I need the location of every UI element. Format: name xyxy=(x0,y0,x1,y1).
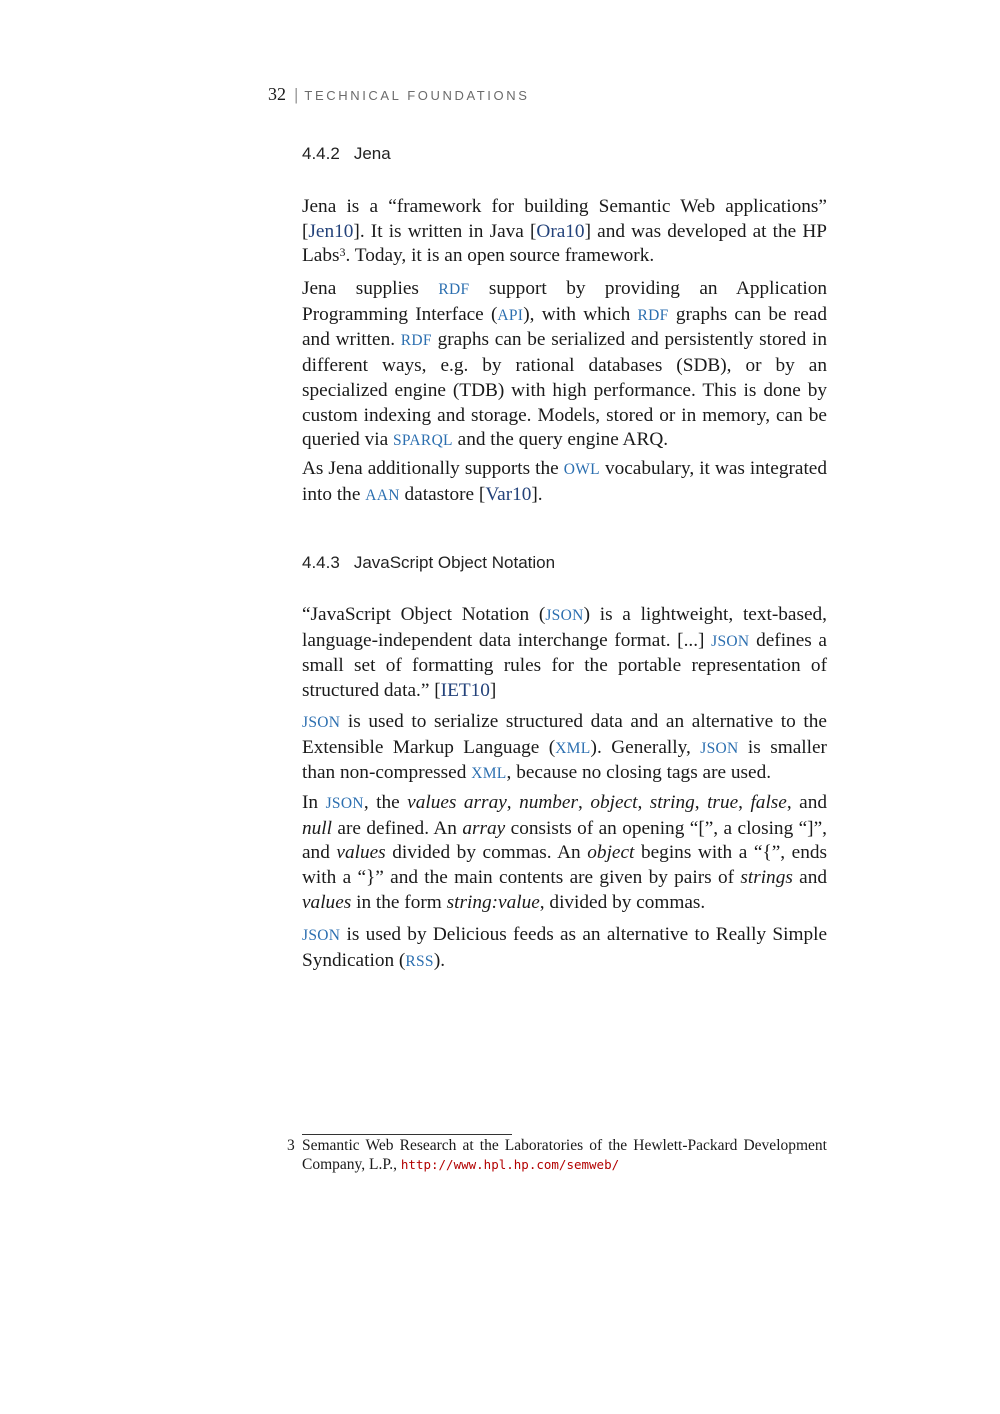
acronym-link[interactable]: XML xyxy=(471,765,507,783)
acronym-link[interactable]: API xyxy=(497,306,524,324)
citation-link[interactable]: IET10 xyxy=(440,680,490,702)
citation-link[interactable]: Jen10 xyxy=(308,220,354,242)
acronym-link[interactable]: SPARQL xyxy=(393,432,453,450)
text: ) is a lightweight, text-based, language-independent data interchange format. [...] xyxy=(302,604,827,651)
text: vocabulary, it was integrated into the xyxy=(302,458,828,505)
text: , because no closing tags are used. xyxy=(506,762,772,784)
text: ]. It is written in Java [ xyxy=(353,220,537,242)
text: ), with which xyxy=(523,303,638,325)
acronym-link[interactable]: JSON xyxy=(700,739,739,757)
text: consists of an opening “[”, a closing “]”, and xyxy=(302,817,827,864)
text: graphs can be serialized and persistently stored in different ways, e.g. by rational databases (SDB), or by an specialized engine (TDB) with high performance. This is done by custom indexing and storage. Models, stored or in memory, can be queried via xyxy=(302,329,827,451)
citation-link[interactable]: Ora10 xyxy=(536,220,585,242)
text: ). xyxy=(433,949,446,971)
paragraph-json-types xyxy=(302,791,827,916)
paragraph-json-definition xyxy=(302,603,827,704)
emphasis: array xyxy=(462,817,506,839)
acronym-link[interactable]: RDF xyxy=(637,306,669,324)
footnote-text xyxy=(302,1136,827,1174)
text: , the xyxy=(363,792,408,813)
paragraph-json-delicious xyxy=(302,923,827,974)
text: ]. xyxy=(531,483,543,505)
section-heading-jena xyxy=(302,144,391,164)
text: and the query engine ARQ. xyxy=(452,429,669,451)
text: ] xyxy=(489,680,497,702)
text: , divided by commas. xyxy=(539,891,706,913)
footnote-mark: 3 xyxy=(287,1137,295,1154)
acronym-link[interactable]: XML xyxy=(555,739,591,757)
paragraph-jena-owl xyxy=(302,457,827,508)
text: Jena supplies xyxy=(302,278,439,299)
acronym-link[interactable]: JSON xyxy=(325,795,364,812)
acronym-link[interactable]: JSON xyxy=(711,632,750,650)
paragraph-jena-intro xyxy=(302,195,827,269)
text: In xyxy=(302,792,326,813)
acronym-link[interactable]: AAN xyxy=(365,486,400,504)
emphasis: values xyxy=(302,891,352,913)
emphasis: false xyxy=(750,792,787,813)
text: . Today, it is an open source framework. xyxy=(345,245,655,267)
section-heading-json xyxy=(302,553,555,573)
section-number: 4.4.2 xyxy=(302,144,340,163)
text: Semantic Web Research at the Laboratories of the Hewlett-Packard Development Company, L.P., xyxy=(302,1137,827,1173)
emphasis: null xyxy=(302,817,332,839)
acronym-link[interactable]: JSON xyxy=(302,927,341,944)
text: is smaller than non-compressed xyxy=(302,736,827,784)
text: in the form xyxy=(351,891,447,913)
acronym-link[interactable]: RDF xyxy=(400,332,432,350)
text: Jena is a “framework for building Semantic Web applications” [ xyxy=(302,196,827,242)
section-title: JavaScript Object Notation xyxy=(353,553,556,572)
section-title: Jena xyxy=(353,144,391,163)
text: graphs can be read and written. xyxy=(302,303,827,351)
section-number: 4.4.3 xyxy=(302,553,340,572)
emphasis: object xyxy=(590,792,638,813)
header-separator: | xyxy=(294,85,299,104)
footnote xyxy=(287,1136,827,1174)
text: “JavaScript Object Notation ( xyxy=(302,604,546,625)
paragraph-jena-rdf xyxy=(302,277,827,454)
text: is used by Delicious feeds as an alternative to Really Simple Syndication ( xyxy=(302,924,827,971)
paragraph-json-usage xyxy=(302,710,827,787)
emphasis: values xyxy=(336,842,386,864)
emphasis: true xyxy=(707,792,739,813)
text: defines a small set of formatting rules for the portable representation of structured data.” [ xyxy=(302,629,827,702)
text: and xyxy=(792,867,827,889)
acronym-link[interactable]: RSS xyxy=(405,952,434,970)
running-header xyxy=(268,84,529,105)
text: As Jena additionally supports the xyxy=(302,458,564,479)
acronym-link[interactable]: JSON xyxy=(302,714,341,731)
footnote-reference[interactable]: 3 xyxy=(339,245,346,260)
emphasis: string:value xyxy=(446,891,540,913)
text: , and xyxy=(786,792,828,813)
emphasis: number xyxy=(519,792,578,813)
text: , xyxy=(506,792,520,813)
text: datastore [ xyxy=(399,483,486,505)
text: ). Generally, xyxy=(590,736,701,758)
text: , xyxy=(637,792,650,813)
acronym-link[interactable]: OWL xyxy=(563,461,600,478)
citation-link[interactable]: Var10 xyxy=(485,483,532,505)
footnote-rule xyxy=(302,1134,512,1135)
emphasis: strings xyxy=(740,867,793,889)
emphasis: object xyxy=(587,842,635,864)
running-head-title: TECHNICAL FOUNDATIONS xyxy=(304,88,530,103)
text: , xyxy=(738,792,751,813)
acronym-link[interactable]: JSON xyxy=(545,607,584,624)
text: is used to serialize structured data and an alternative to the Extensible Markup Language ( xyxy=(302,711,827,758)
text: begins with a “{”, ends with a “}” and the main contents are given by pairs of xyxy=(302,842,828,889)
text: , xyxy=(578,792,591,813)
footnote-url-link[interactable]: http://www.hpl.hp.com/semweb/ xyxy=(400,1157,620,1172)
acronym-link[interactable]: RDF xyxy=(438,281,470,298)
text: ] and was developed at the HP Labs xyxy=(302,220,827,267)
text: are defined. An xyxy=(332,817,463,839)
text: , xyxy=(694,792,708,813)
page-number: 32 xyxy=(268,84,286,104)
emphasis: values array xyxy=(407,792,507,813)
text: support by providing an Application Programming Interface ( xyxy=(302,278,827,325)
text: divided by commas. An xyxy=(385,842,588,864)
emphasis: string xyxy=(649,792,695,813)
